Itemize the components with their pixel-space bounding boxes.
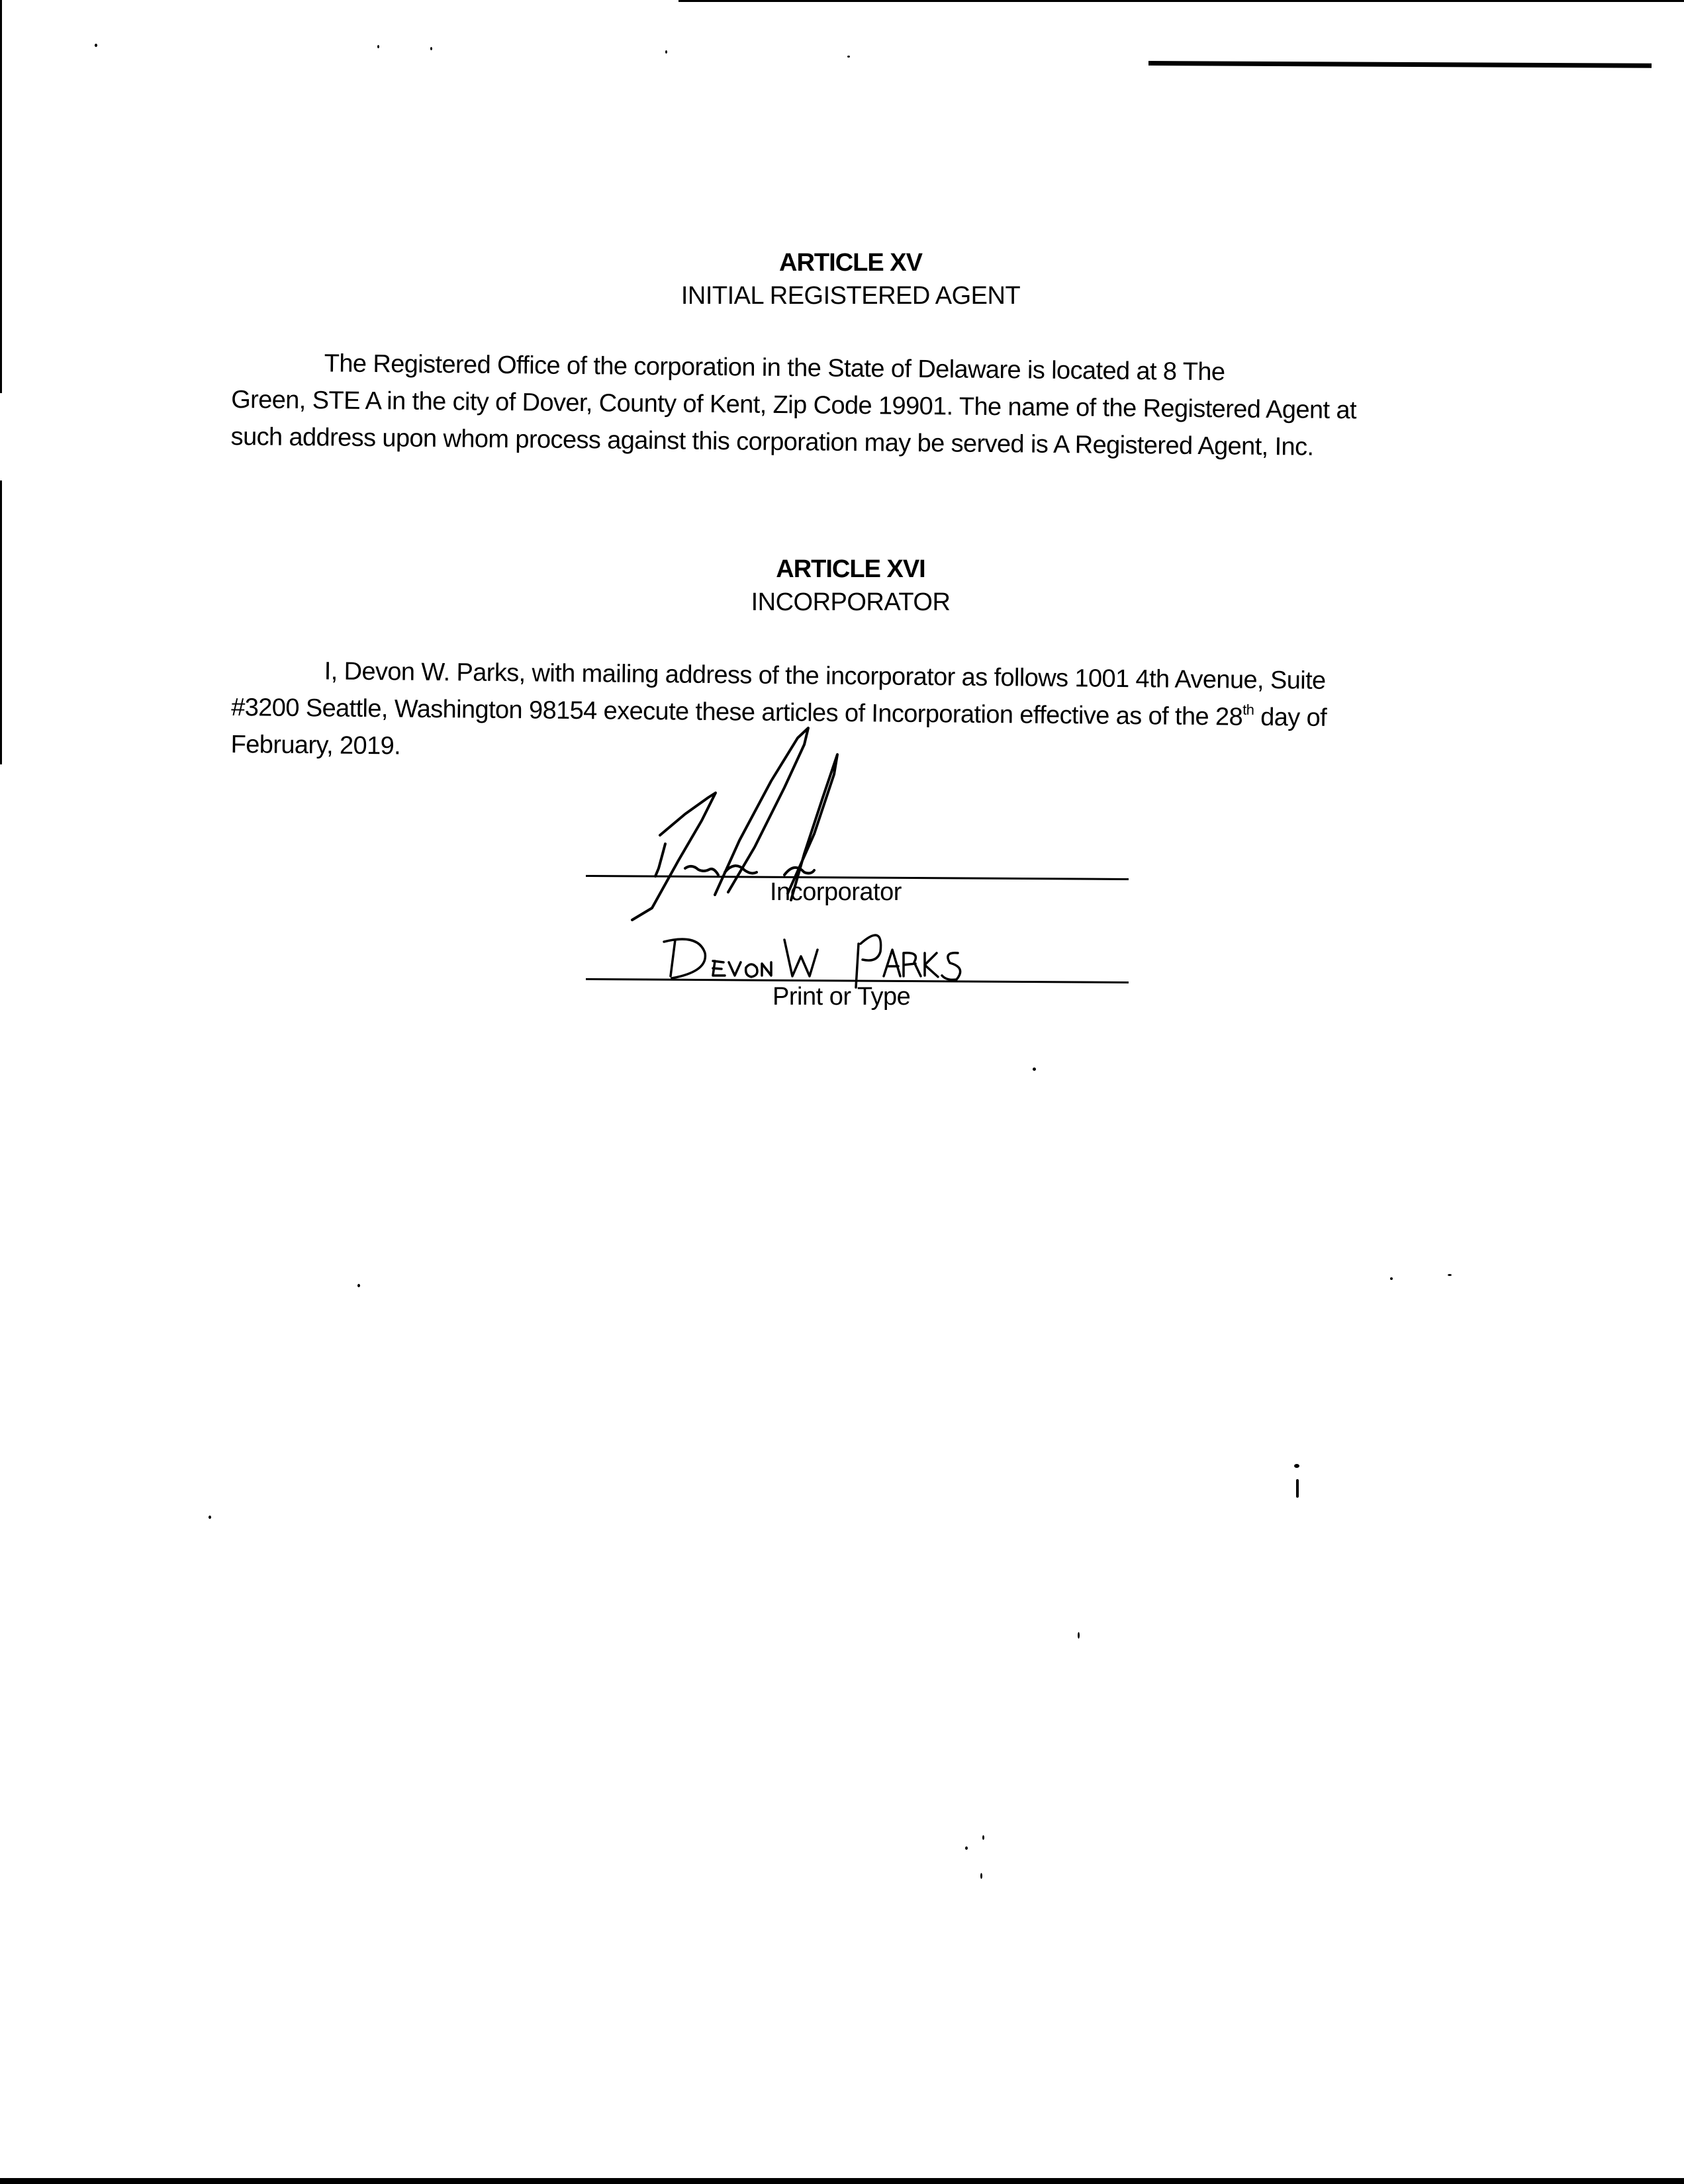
scan-speck xyxy=(980,1873,982,1879)
signature-block xyxy=(586,721,1129,1026)
scan-border-top xyxy=(678,0,1684,2)
scan-speck xyxy=(1033,1068,1036,1071)
scan-speck xyxy=(95,44,97,47)
scan-speck xyxy=(665,50,667,54)
article-xv-subtitle: INITIAL REGISTERED AGENT xyxy=(680,282,1021,310)
article-xv-body xyxy=(230,344,1470,467)
article-xv-line: such address upon whom process against this corporation may be served is A Registered Agent, Inc. xyxy=(230,422,1314,461)
scan-speck xyxy=(377,45,379,48)
article-xv-line: The Registered Office of the corporation in the State of Delaware is located at 8 The xyxy=(324,349,1225,387)
scan-speck xyxy=(357,1284,360,1287)
scan-speck xyxy=(982,1835,984,1840)
handwritten-signature xyxy=(586,721,1129,1026)
article-xv-heading xyxy=(232,246,1470,312)
article-xvi-title: ARTICLE XVI xyxy=(776,555,925,583)
scan-speck xyxy=(209,1516,211,1519)
scan-speck xyxy=(965,1846,968,1850)
scan-speck xyxy=(1390,1277,1393,1280)
article-xvi-line: #3200 Seattle, Washington 98154 execute these articles of Incorporation effective as of the 28th day of xyxy=(230,693,1327,732)
article-xvi-line: February, 2019. xyxy=(230,730,401,760)
article-xvi-subtitle: INCORPORATOR xyxy=(751,588,951,616)
scan-speck xyxy=(430,47,432,50)
scan-speck xyxy=(1294,1464,1299,1468)
printed-name-label: Print or Type xyxy=(772,983,911,1011)
scan-speck xyxy=(847,56,850,58)
article-xvi-heading xyxy=(232,553,1470,619)
header-rule xyxy=(1148,61,1652,68)
scan-border-bottom xyxy=(0,2178,1684,2184)
article-xv-title: ARTICLE XV xyxy=(779,249,922,277)
signature-label: Incorporator xyxy=(770,878,902,906)
article-xvi-line: I, Devon W. Parks, with mailing address of the incorporator as follows 1001 4th Avenue, Suite xyxy=(324,657,1326,695)
scan-speck xyxy=(1448,1274,1452,1276)
article-xv-line: Green, STE A in the city of Dover, County of Kent, Zip Code 19901. The name of the Registered Agent at xyxy=(230,385,1357,425)
scan-border-left xyxy=(0,0,2,2184)
scan-speck xyxy=(1296,1479,1299,1498)
scan-speck xyxy=(1078,1632,1080,1639)
